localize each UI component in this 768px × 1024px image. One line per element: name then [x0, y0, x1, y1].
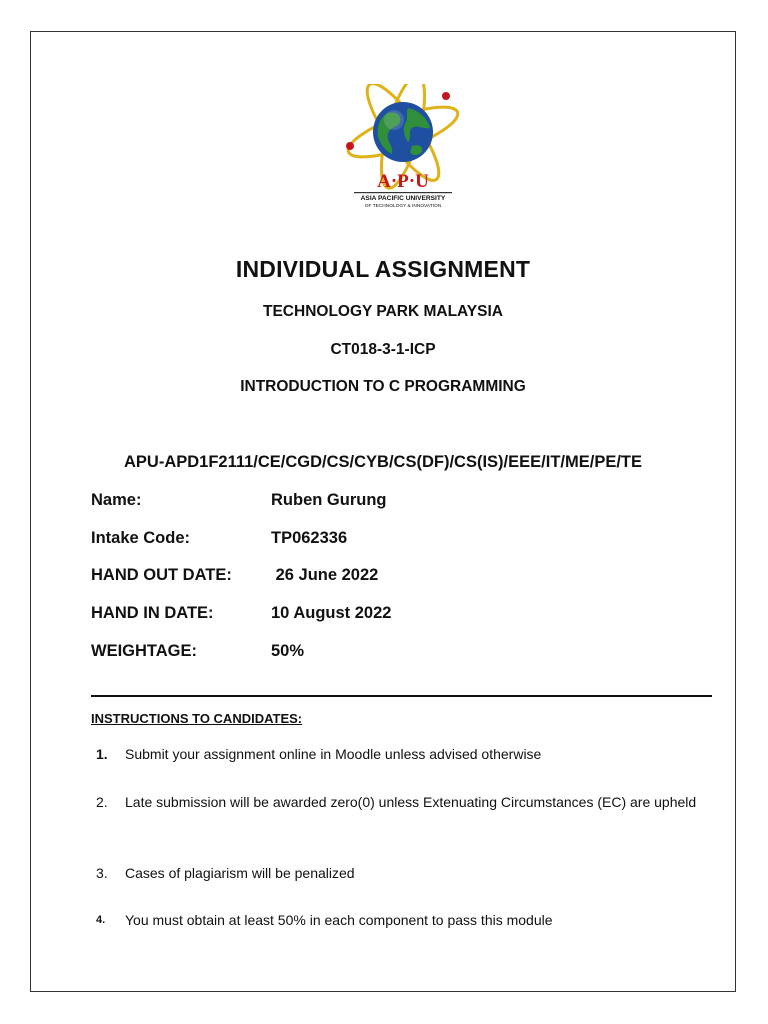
- detail-value: 50%: [271, 642, 305, 660]
- module-code: CT018-3-1-ICP: [330, 341, 436, 358]
- detail-label: WEIGHTAGE:: [91, 642, 198, 660]
- document-title: INDIVIDUAL ASSIGNMENT: [235, 256, 531, 282]
- detail-value: Ruben Gurung: [271, 491, 387, 509]
- instruction-number: 3.: [96, 865, 108, 881]
- instruction-number: 1.: [96, 746, 108, 762]
- instruction-text: Submit your assignment online in Moodle unless advised otherwise: [125, 746, 542, 762]
- location-line: TECHNOLOGY PARK MALAYSIA: [263, 303, 503, 320]
- instruction-number: 2.: [96, 794, 108, 810]
- instruction-text: Late submission will be awarded zero(0) unless Extenuating Circumstances (EC) are upheld: [125, 794, 697, 810]
- detail-label: HAND OUT DATE:: [91, 566, 232, 584]
- section-divider: [91, 695, 712, 697]
- apu-globe-logo-icon: [336, 84, 470, 214]
- instruction-text: Cases of plagiarism will be penalized: [125, 865, 355, 881]
- svg-text:ASIA PACIFIC UNIVERSITY: ASIA PACIFIC UNIVERSITY: [360, 195, 446, 202]
- svg-text:OF TECHNOLOGY & INNOVATION: OF TECHNOLOGY & INNOVATION: [364, 204, 442, 209]
- detail-label: Intake Code:: [91, 529, 191, 547]
- detail-label: HAND IN DATE:: [91, 604, 214, 622]
- detail-value: 10 August 2022: [271, 604, 392, 622]
- apu-logo: [336, 84, 470, 214]
- module-name: INTRODUCTION TO C PROGRAMMING: [240, 378, 526, 395]
- instructions-heading: INSTRUCTIONS TO CANDIDATES:: [91, 711, 303, 726]
- detail-value: TP062336: [271, 529, 348, 547]
- detail-label: Name:: [91, 491, 142, 509]
- instruction-number: 4.: [96, 914, 106, 926]
- intake-groups: APU-APD1F2111/CE/CGD/CS/CYB/CS(DF)/CS(IS)/EEE/IT/ME/PE/TE: [123, 453, 642, 471]
- instruction-text: You must obtain at least 50% in each component to pass this module: [125, 912, 553, 928]
- svg-text:A·P·U: A·P·U: [377, 171, 429, 192]
- detail-value: 26 June 2022: [271, 566, 379, 584]
